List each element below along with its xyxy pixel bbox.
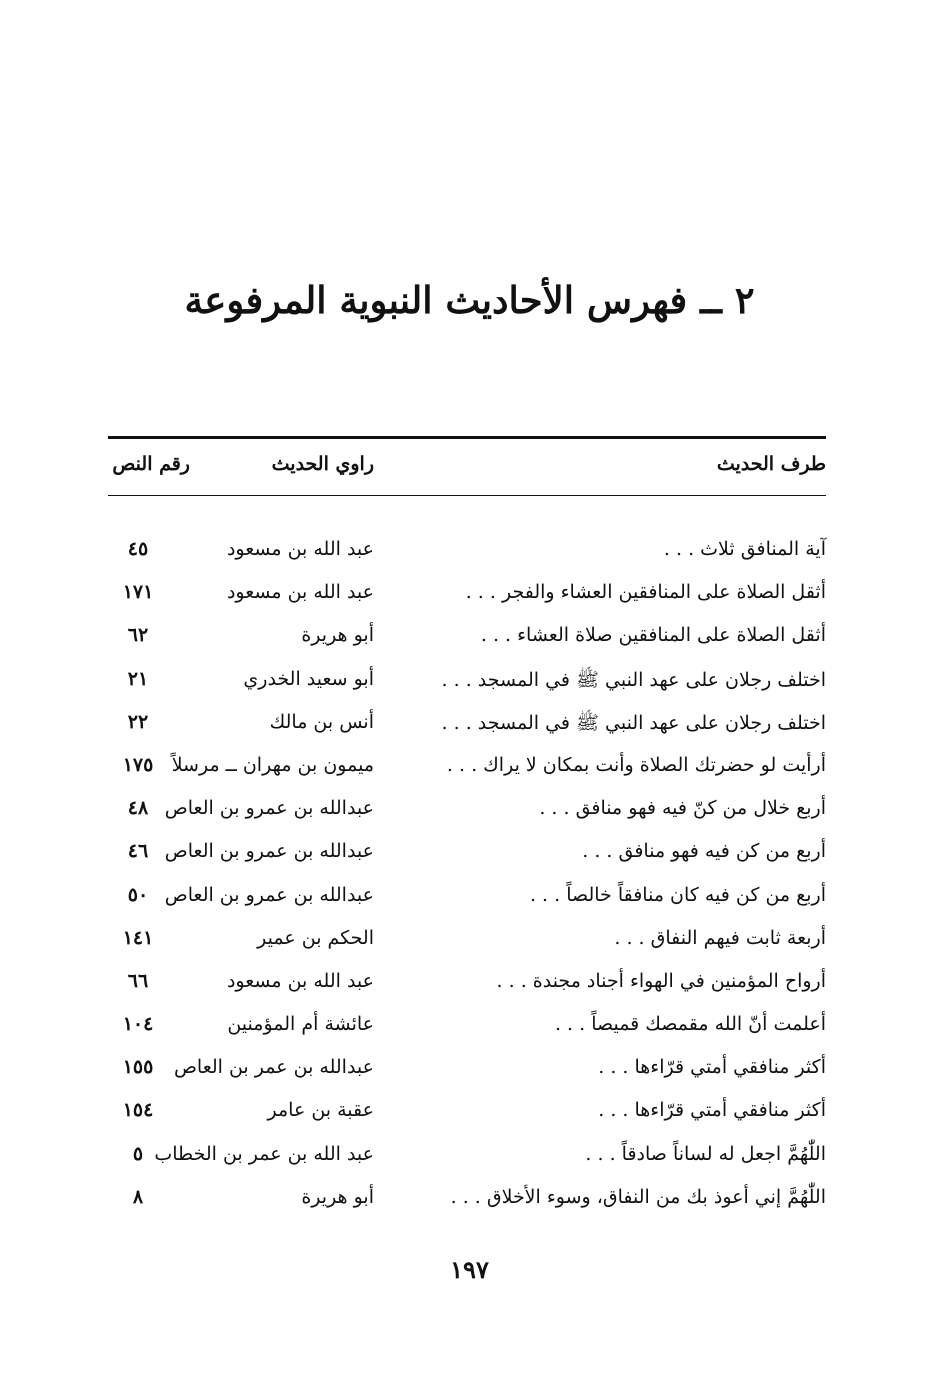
narrator-name: عبدالله بن عمر بن العاص: [173, 1056, 374, 1079]
text-number: ٤٨: [127, 797, 149, 820]
narrator-name: عبد الله بن مسعود: [226, 538, 374, 560]
text-number: ٢٢: [127, 710, 149, 733]
text-number: ١٤١: [122, 926, 154, 949]
narrator-name: ميمون بن مهران ــ مرسلاً: [171, 753, 374, 776]
hadith-text: أثقل الصلاة على المنافقين العشاء والفجر . . .: [465, 581, 826, 604]
table-row: [108, 878, 826, 921]
hadith-text: أربعة ثابت فيهم النفاق . . .: [614, 926, 826, 949]
table-body: [108, 532, 826, 1223]
table-row: [108, 834, 826, 877]
text-number: ١٥٤: [122, 1099, 154, 1122]
table-row: [108, 791, 826, 834]
text-number: ٤٦: [127, 840, 149, 863]
table-row: [108, 1050, 826, 1093]
table-row: [108, 1007, 826, 1050]
header-hadith: طرف الحديث: [716, 453, 826, 475]
narrator-name: أنس بن مالك: [269, 710, 374, 733]
hadith-text: أرواح المؤمنين في الهواء أجناد مجندة . . .: [496, 969, 826, 992]
table-header-rule: [108, 495, 826, 496]
table-row: [108, 662, 826, 705]
text-number: ٥٠: [127, 883, 149, 906]
table-row: [108, 575, 826, 618]
text-number: ٤٥: [127, 538, 149, 560]
table-row: [108, 1180, 826, 1223]
hadith-text: أثقل الصلاة على المنافقين صلاة العشاء . . .: [480, 624, 826, 647]
text-number: ١٧١: [122, 581, 154, 604]
hadith-text: آية المنافق ثلاث . . .: [663, 538, 826, 560]
page-title: ٢ ــ فهرس الأحاديث النبوية المرفوعة: [184, 278, 755, 322]
narrator-name: عبد الله بن عمر بن الخطاب: [154, 1142, 374, 1165]
text-number: ٦٦: [127, 969, 149, 992]
narrator-name: عبدالله بن عمرو بن العاص: [164, 883, 374, 906]
narrator-name: عقبة بن عامر: [267, 1099, 374, 1122]
table-header: [108, 439, 826, 495]
hadith-text: اللّٰهُمَّ إني أعوذ بك من النفاق، وسوء الأخلاق . . .: [450, 1185, 826, 1208]
hadith-text: أعلمت أنّ الله مقمصك قميصاً . . .: [554, 1013, 826, 1036]
hadith-text: أرأيت لو حضرتك الصلاة وأنت بمكان لا يراك . . .: [446, 753, 826, 776]
hadith-text: اللّٰهُمَّ اجعل له لساناً صادقاً . . .: [585, 1142, 826, 1165]
header-narrator: راوي الحديث: [271, 453, 374, 475]
text-number: ١٧٥: [122, 753, 154, 776]
narrator-name: عبدالله بن عمرو بن العاص: [164, 840, 374, 863]
hadith-text: اختلف رجلان على عهد النبي ﷺ في المسجد . . .: [441, 668, 826, 691]
hadith-index-table: [108, 436, 826, 1223]
hadith-text: أربع من كن فيه فهو منافق . . .: [582, 840, 826, 863]
narrator-name: عائشة أم المؤمنين: [227, 1013, 374, 1036]
table-row: [108, 921, 826, 964]
narrator-name: عبد الله بن مسعود: [226, 581, 374, 604]
hadith-text: أربع من كن فيه كان منافقاً خالصاً . . .: [529, 883, 826, 906]
text-number: ٥: [132, 1142, 144, 1165]
narrator-name: أبو هريرة: [301, 624, 374, 647]
page-number: ١٩٧: [450, 1255, 489, 1284]
header-number: رقم النص: [112, 453, 190, 475]
hadith-text: أربع خلال من كنّ فيه فهو منافق . . .: [539, 797, 826, 820]
narrator-name: عبدالله بن عمرو بن العاص: [164, 797, 374, 820]
text-number: ٦٢: [127, 624, 149, 647]
narrator-name: أبو سعيد الخدري: [243, 667, 374, 690]
text-number: ٨: [132, 1185, 144, 1208]
table-row: [108, 1093, 826, 1136]
hadith-text: أكثر منافقي أمتي قرّاءها . . .: [598, 1099, 826, 1122]
table-row: [108, 618, 826, 661]
table-row: [108, 532, 826, 575]
text-number: ١٠٤: [122, 1013, 154, 1036]
hadith-text: اختلف رجلان على عهد النبي ﷺ في المسجد . . .: [441, 711, 826, 734]
table-row: [108, 748, 826, 791]
text-number: ٢١: [127, 667, 149, 690]
table-row: [108, 705, 826, 748]
narrator-name: أبو هريرة: [301, 1185, 374, 1208]
narrator-name: عبد الله بن مسعود: [226, 969, 374, 992]
hadith-text: أكثر منافقي أمتي قرّاءها . . .: [598, 1056, 826, 1079]
table-row: [108, 964, 826, 1007]
text-number: ١٥٥: [122, 1056, 154, 1079]
narrator-name: الحكم بن عمير: [257, 926, 374, 949]
table-row: [108, 1137, 826, 1180]
